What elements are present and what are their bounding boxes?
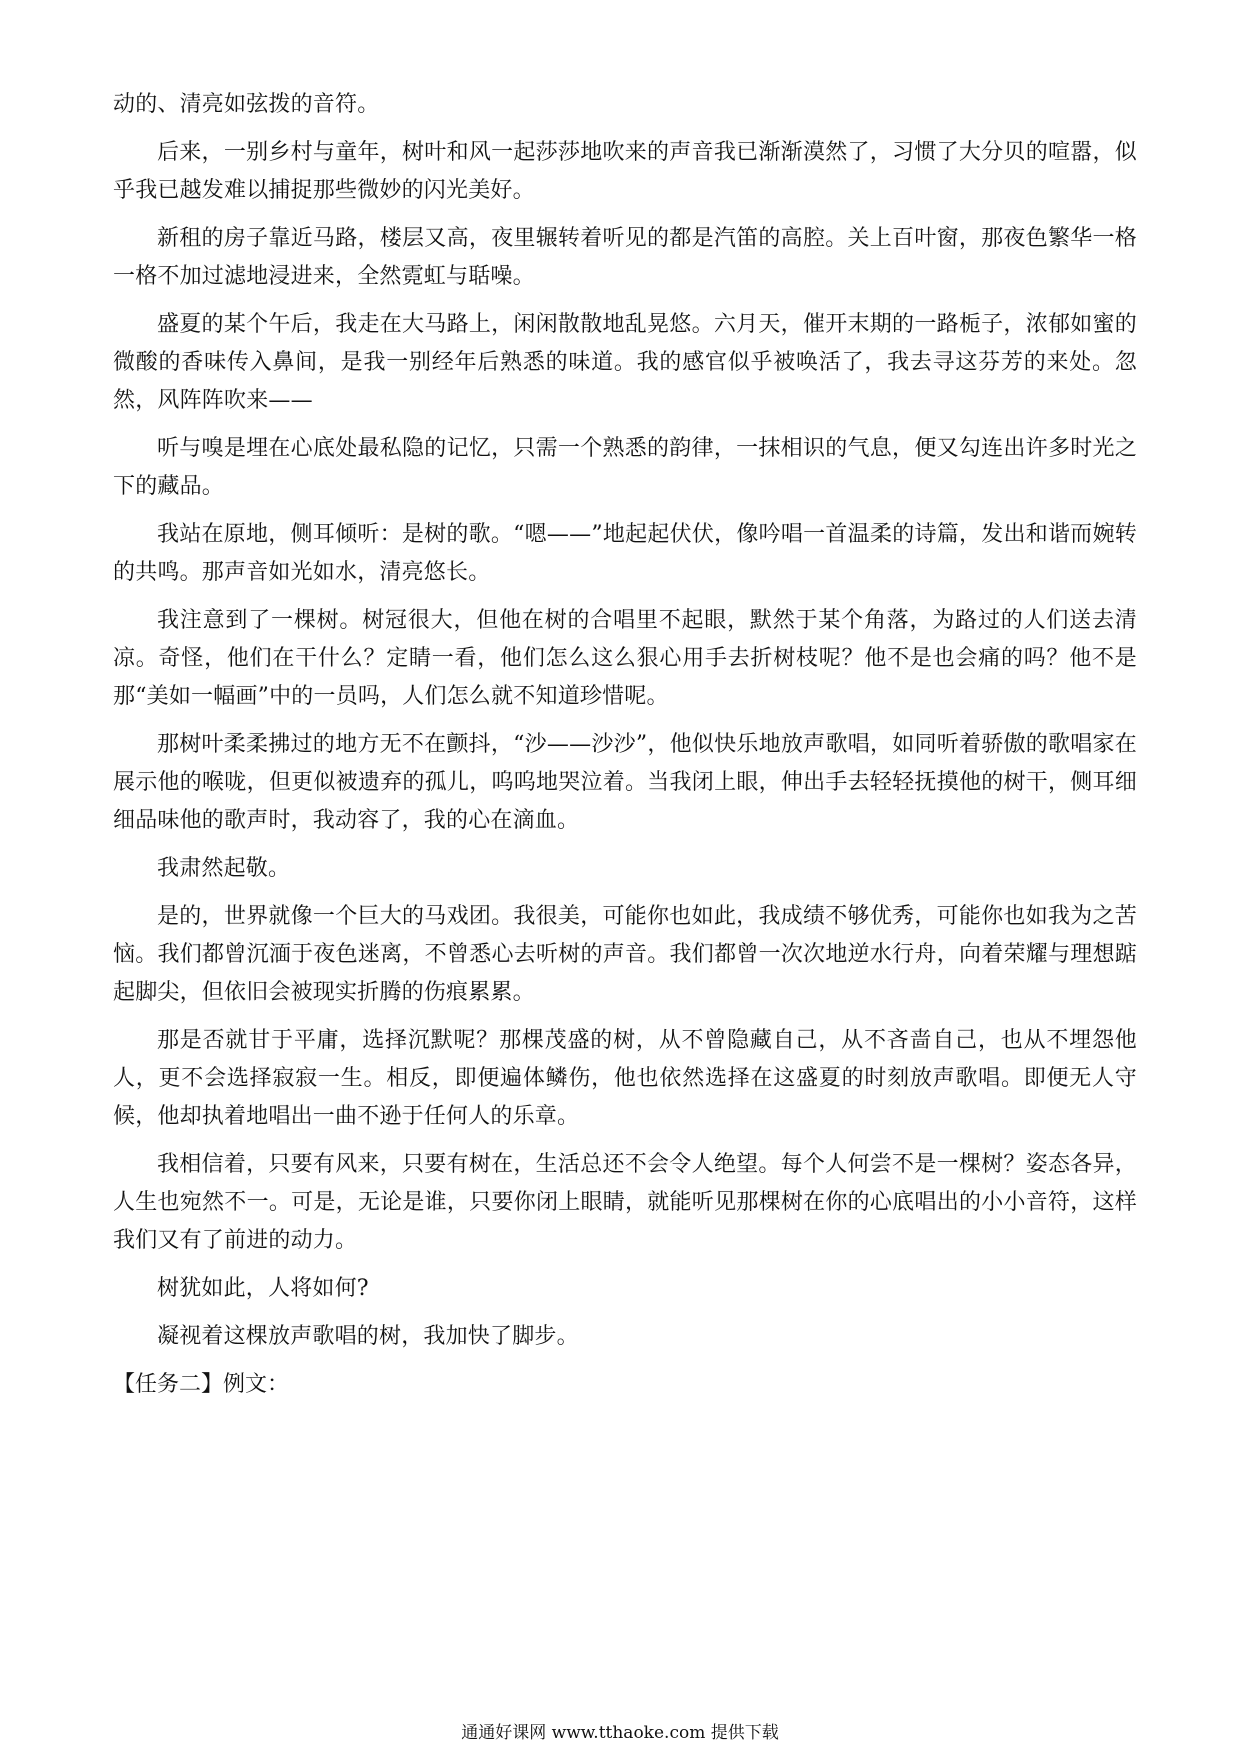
paragraph: 盛夏的某个午后，我走在大马路上，闲闲散散地乱晃悠。六月天，催开末期的一路栀子，浓郁如蜜的微酸的香味传入鼻间，是我一别经年后熟悉的味道。我的感官似乎被唤活了，我去寻这芬芳的来处。忽然，风阵阵吹来—— (113, 312, 1137, 413)
paragraph: 树犹如此，人将如何? (157, 1276, 369, 1301)
paragraph: 动的、清亮如弦拨的音符。 (113, 92, 380, 117)
paragraph: 我注意到了一棵树。树冠很大，但他在树的合唱里不起眼，默然于某个角落，为路过的人们送去清凉。奇怪，他们在干什么？定睛一看，他们怎么这么狠心用手去折树枝呢？他不是也会痛的吗？他不是那“美如一幅画”中的一员吗，人们怎么就不知道珍惜呢。 (113, 608, 1137, 709)
paragraph: 那树叶柔柔拂过的地方无不在颤抖，“沙——沙沙”，他似快乐地放声歌唱，如同听着骄傲的歌唱家在展示他的喉咙，但更似被遗弃的孤儿，呜呜地哭泣着。当我闭上眼，伸出手去轻轻抚摸他的树干，侧耳细细品味他的歌声时，我动容了，我的心在滴血。 (113, 732, 1137, 833)
paragraph: 我相信着，只要有风来，只要有树在，生活总还不会令人绝望。每个人何尝不是一棵树？姿态各异，人生也宛然不一。可是，无论是谁，只要你闭上眼睛，就能听见那棵树在你的心底唱出的小小音符，这样我们又有了前进的动力。 (113, 1152, 1137, 1253)
paragraph: 我站在原地，侧耳倾听：是树的歌。“嗯——”地起起伏伏，像吟唱一首温柔的诗篇，发出和谐而婉转的共鸣。那声音如光如水，清亮悠长。 (113, 522, 1137, 585)
paragraph: 那是否就甘于平庸，选择沉默呢？那棵茂盛的树，从不曾隐藏自己，从不吝啬自己，也从不埋怨他人，更不会选择寂寂一生。相反，即便遍体鳞伤，他也依然选择在这盛夏的时刻放声歌唱。即便无人守候，他却执着地唱出一曲不逊于任何人的乐章。 (113, 1028, 1137, 1129)
paragraph: 我肃然起敬。 (157, 856, 291, 881)
page-footer: 通通好课网 www.tthaoke.com 提供下载 (461, 1723, 779, 1743)
paragraph: 听与嗅是埋在心底处最私隐的记忆，只需一个熟悉的韵律，一抹相识的气息，便又勾连出许多时光之下的藏品。 (113, 436, 1137, 499)
paragraph: 新租的房子靠近马路，楼层又高，夜里辗转着听见的都是汽笛的高腔。关上百叶窗，那夜色繁华一格一格不加过滤地浸进来，全然霓虹与聒噪。 (113, 226, 1137, 289)
paragraph: 后来，一别乡村与童年，树叶和风一起莎莎地吹来的声音我已渐渐漠然了，习惯了大分贝的喧嚣，似乎我已越发难以捕捉那些微妙的闪光美好。 (113, 140, 1137, 203)
paragraph: 凝视着这棵放声歌唱的树，我加快了脚步。 (157, 1324, 579, 1349)
essay-body (113, 86, 1137, 1404)
task-heading: 【任务二】例文： (113, 1372, 290, 1397)
paragraph: 是的，世界就像一个巨大的马戏团。我很美，可能你也如此，我成绩不够优秀，可能你也如我为之苦恼。我们都曾沉湎于夜色迷离，不曾悉心去听树的声音。我们都曾一次次地逆水行舟，向着荣耀与理想踮起脚尖，但依旧会被现实折腾的伤痕累累。 (113, 904, 1137, 1005)
